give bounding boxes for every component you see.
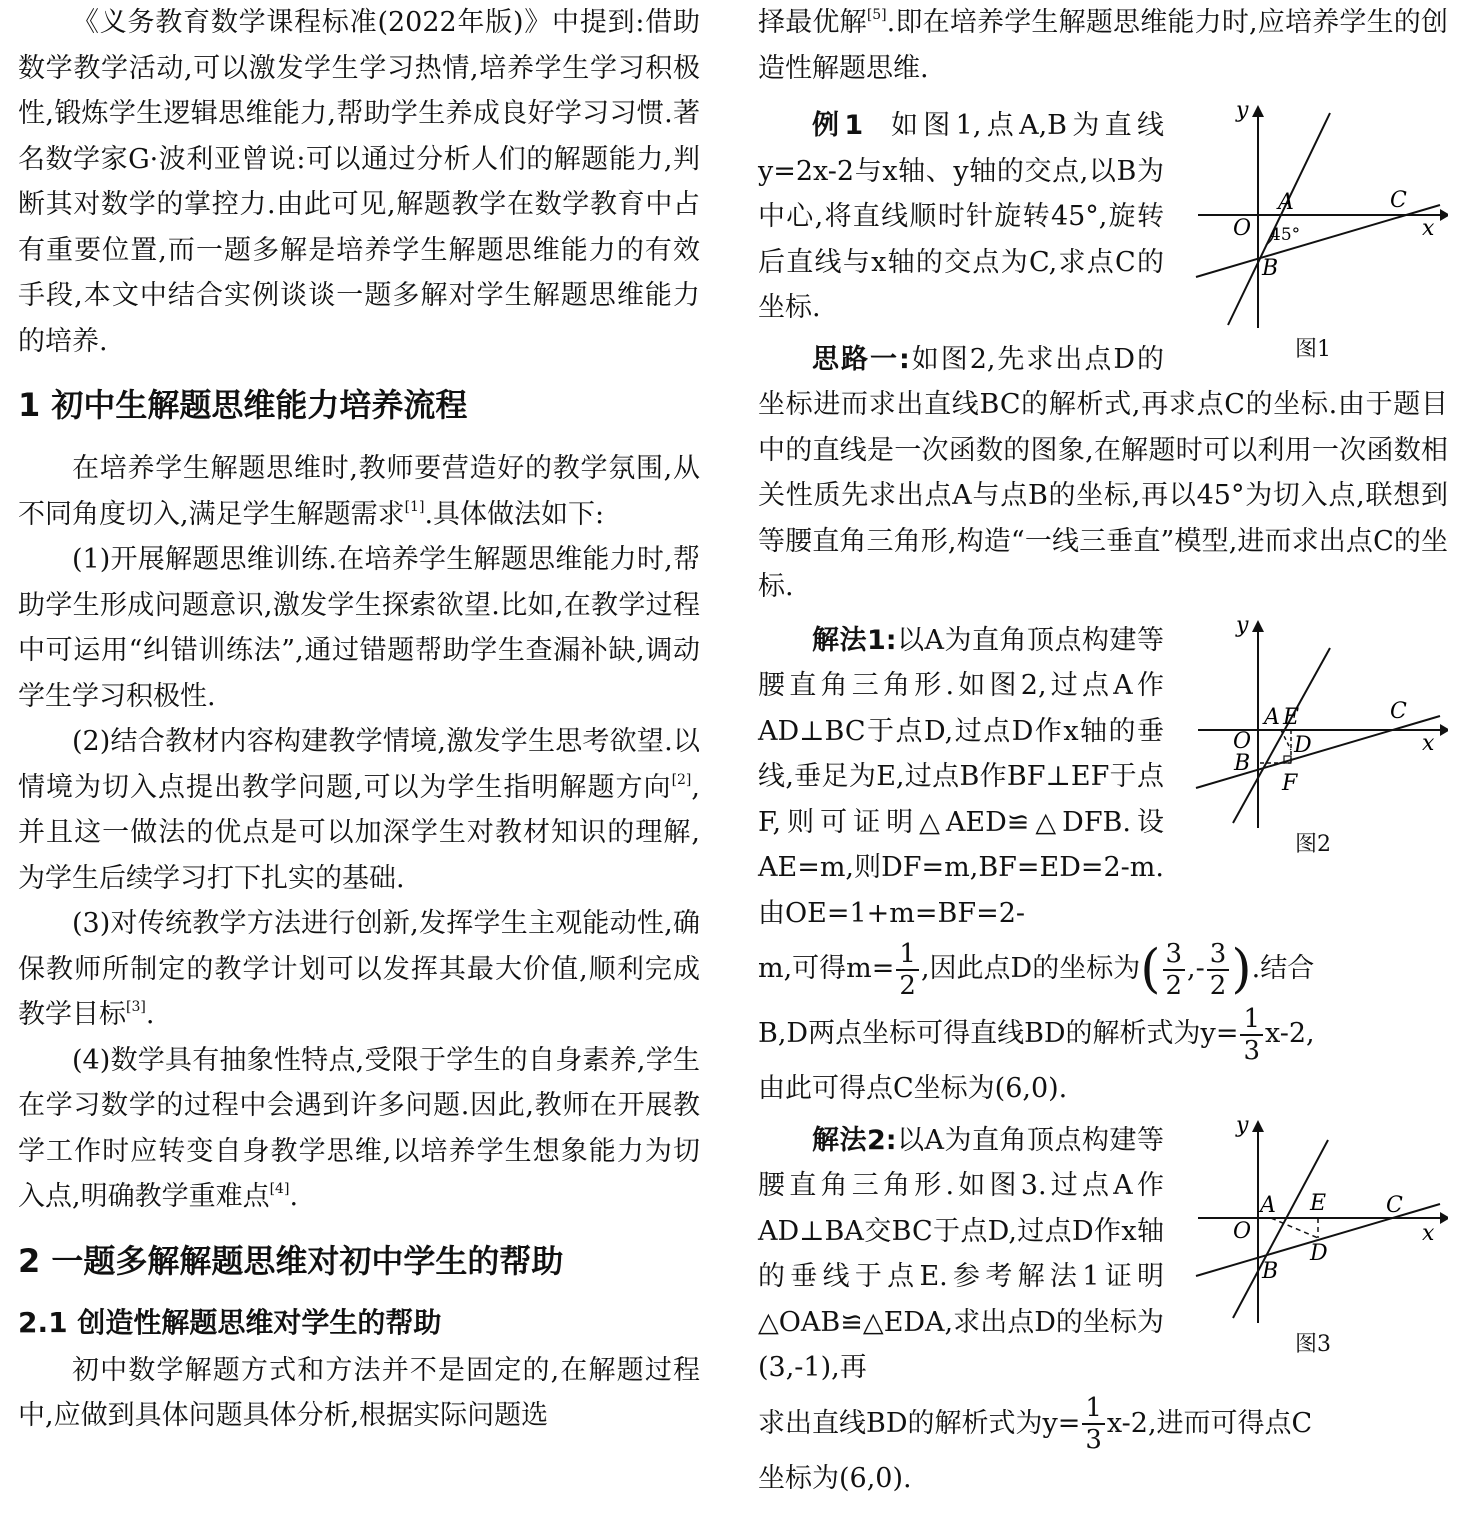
section-1-heading: 1 初中生解题思维能力培养流程 [18, 386, 468, 424]
solution-1-result: 由此可得点C坐标为(6,0). [758, 1073, 1068, 1104]
fig2-d-label: D [1294, 732, 1312, 758]
section-1-item-3: (3)对传统教学方法进行创新,发挥学生主观能动性,确保教师所制定的教学计划可以发挥其最大价值,顺利完成教学目标[3]. [18, 908, 700, 1030]
idea-1-paragraph: 思路一:如图2,先求出点D的坐标进而求出直线BC的解析式,再求点C的坐标.由于题目中的直线是一次函数的图象,在解题时可以利用一次函数相关性质先求出点A与点B的坐标,再以45°为切入点,联想到等腰直角三角形,构造“一线三垂直”模型,进而求出点C的坐标. [758, 343, 1448, 602]
solution-1-block [758, 618, 1448, 1112]
figure-2-caption: 图2 [1295, 831, 1331, 857]
fig3-d-label: D [1310, 1240, 1328, 1266]
intro-paragraph: 《义务教育数学课程标准(2022年版)》中提到:借助数学教学活动,可以激发学生学习热情,培养学生学习积极性,锻炼学生逻辑思维能力,帮助学生养成良好学习习惯.著名数学家G·波利亚曾说:可以通过分析人们的解题能力,判断其对数学的掌控力.由此可见,解题教学在数学教育中占有重要位置,而一题多解是培养学生解题思维能力的有效手段,本文中结合实例谈谈一题多解对学生解题思维能力的培养. [18, 7, 700, 357]
fig1-x-label: x [1422, 216, 1435, 241]
fig2-f-label: F [1282, 770, 1298, 796]
figure-1-graph [1178, 103, 1448, 333]
section-2-heading: 2 一题多解解题思维对初中学生的帮助 [18, 1241, 564, 1280]
fig2-a-label: A [1264, 704, 1280, 730]
solution-2-block [758, 1118, 1448, 1502]
section-1-item-1: (1)开展解题思维训练.在培养学生解题思维能力时,帮助学生形成问题意识,激发学生探索欲望.比如,在教学过程中可运用“纠错训练法”,通过错题帮助学生查漏补缺,调动学生学习积极性. [18, 544, 700, 712]
fig3-x-label: x [1422, 1220, 1435, 1246]
figure-2-graph [1178, 618, 1448, 828]
section-1-item-2: (2)结合教材内容构建教学情境,激发学生思考欲望.以情境为切入点提出教学问题,可以为学生指明解题方向[2],并且这一做法的优点是可以加深学生对教材知识的理解,为学生后续学习打下扎实的基础. [18, 726, 700, 894]
fig3-c-label: C [1386, 1192, 1403, 1218]
figure-3-graph [1178, 1118, 1448, 1328]
example-1-label: 例1 [812, 110, 864, 141]
fig3-e-label: E [1310, 1190, 1327, 1216]
continued-paragraph: 择最优解[5].即在培养学生解题思维能力时,应培养学生的创造性解题思维. [758, 7, 1449, 84]
example-1-block [758, 103, 1448, 610]
fig2-o-label: O [1233, 728, 1252, 754]
solution-2-paragraph: 解法2:以A为直角顶点构建等腰直角三角形.如图3.过点A作AD⊥BA交BC于点D,过点D作x轴的垂线于点E.参考解法1证明△OAB≌△EDA,求出点D的坐标为(3,-1),再 [758, 1124, 1164, 1383]
fig1-o-label: O [1233, 216, 1252, 241]
section-1-paragraph-1: 在培养学生解题思维时,教师要营造好的教学氛围,从不同角度切入,满足学生解题需求[1].具体做法如下: [18, 453, 700, 530]
figure-1-caption: 图1 [1295, 337, 1331, 362]
solution-2-result: 坐标为(6,0). [758, 1462, 912, 1494]
fig1-a-label: A [1278, 190, 1294, 215]
fig2-c-label: C [1390, 698, 1407, 724]
citation-2: [2] [671, 771, 692, 788]
fig3-b-label: B [1262, 1258, 1279, 1284]
solution-2-label: 解法2: [812, 1124, 897, 1156]
section-1-item-4: (4)数学具有抽象性特点,受限于学生的自身素养,学生在学习数学的过程中会遇到许多问题.因此,教师在开展教学工作时应转变自身教学思维,以培养学生想象能力为切入点,明确教学重难点[4]. [18, 1044, 700, 1212]
fraction-neg-three-halves: $\frac{3}{2}$ [1207, 939, 1230, 1001]
solution-1-paragraph: 解法1:以A为直角顶点构建等腰直角三角形.如图2,过点A作AD⊥BC于点D,过点D作x轴的垂线,垂足为E,过点B作BF⊥EF于点F,则可证明△AED≌△DFB.设AE=m,则DF=m,BF=ED=2-m.由OE=1+m=BF=2- [758, 624, 1164, 929]
fig3-y-label: y [1236, 1117, 1249, 1138]
figure-1 [1178, 103, 1448, 365]
fraction-three-halves: $\frac{3}{2}$ [1163, 939, 1186, 1001]
fraction-one-third-2: $\frac{1}{3}$ [1082, 1393, 1105, 1455]
fig2-x-label: x [1422, 730, 1435, 756]
solution-1-line-bd: B,D两点坐标可得直线BD的解析式为y= $\frac{1}{3}$ x-2, [758, 1003, 1315, 1066]
right-column [758, 0, 1448, 1501]
example-1-paragraph: 例1 如图1,点A,B为直线y=2x-2与x轴、y轴的交点,以B为中心,将直线顺时针旋转45°,旋转后直线与x轴的交点为C,求点C的坐标. [758, 110, 1164, 323]
fig3-o-label: O [1233, 1218, 1252, 1244]
citation-4: [4] [269, 1181, 290, 1197]
citation-1: [1] [404, 498, 425, 515]
solution-1-continuation: m,可得m= $\frac{1}{2}$ ,因此点D的坐标为( $\frac{3}{2}$ ,- $\frac{3}{2}$ ).结合 [758, 938, 1315, 1001]
citation-3: [3] [126, 999, 146, 1015]
fraction-one-half: $\frac{1}{2}$ [896, 939, 919, 1001]
fig2-e-label: E [1283, 704, 1300, 730]
idea-1-label: 思路一: [812, 343, 910, 375]
fig1-y-label: y [1236, 103, 1249, 123]
figure-2 [1178, 618, 1448, 860]
solution-1-label: 解法1: [812, 624, 897, 656]
figure-3-caption: 图3 [1295, 1331, 1331, 1357]
fig2-y-label: y [1236, 617, 1249, 638]
fig1-c-label: C [1390, 188, 1407, 213]
fig2-b-label: B [1234, 750, 1251, 776]
fig3-a-label: A [1260, 1192, 1276, 1218]
section-2-1-heading: 2.1 创造性解题思维对学生的帮助 [18, 1305, 442, 1339]
fig1-b-label: B [1262, 256, 1279, 281]
fraction-one-third: $\frac{1}{3}$ [1240, 1004, 1263, 1066]
section-2-1-paragraph: 初中数学解题方式和方法并不是固定的,在解题过程中,应做到具体问题具体分析,根据实际问题选 [18, 1354, 700, 1431]
citation-5: [5] [866, 7, 887, 23]
solution-2-line-bd: 求出直线BD的解析式为y= $\frac{1}{3}$ x-2,进而可得点C [758, 1393, 1313, 1455]
fig1-angle-label: 45° [1270, 225, 1301, 245]
figure-3 [1178, 1118, 1448, 1360]
left-column [18, 0, 700, 1439]
